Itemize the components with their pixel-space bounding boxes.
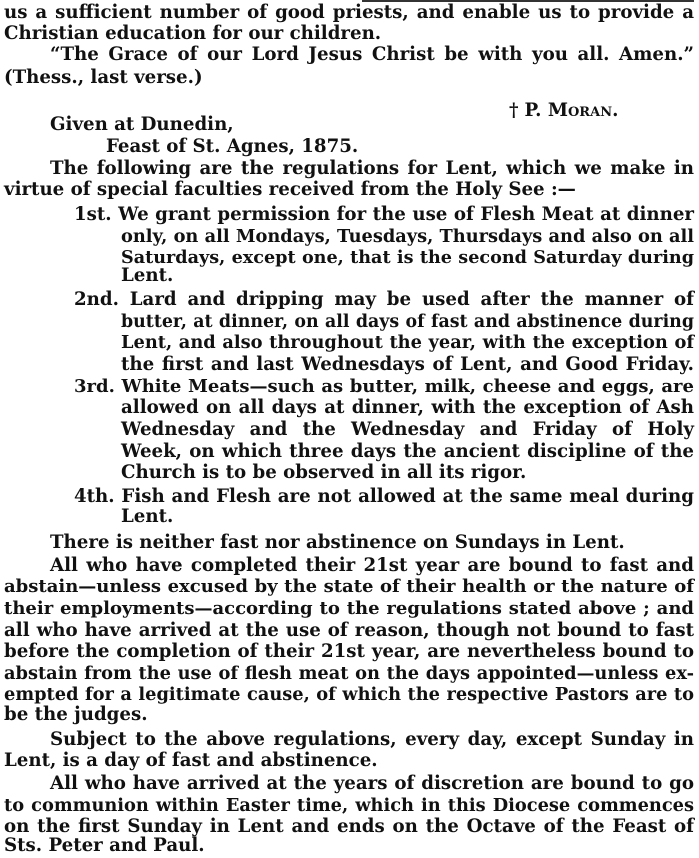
text-line: The following are the regulations for Lent, which we make in	[50, 158, 694, 179]
dateline-place: Given at Dunedin,	[50, 114, 234, 135]
scripture-reference: (Thess., last verse.)	[4, 67, 203, 88]
regulation-2: 2nd. Lard and dripping may be used after the manner of	[74, 289, 694, 310]
text-line: Lent, is a day of fast and abstinence.	[4, 750, 378, 771]
regulation-1: 1st. We grant permission for the use of Flesh Meat at dinner	[74, 204, 694, 225]
text-line: Lent.	[121, 265, 174, 286]
text-line: Sts. Peter and Paul.	[4, 835, 205, 856]
text-line: us a sufficient number of good priests, and enable us to provide a	[4, 2, 694, 23]
text-line: only, on all Mondays, Tuesdays, Thursdays and also on all	[121, 226, 694, 247]
text-line: on the first Sunday in Lent and ends on the Octave of the Feast of	[4, 816, 694, 837]
text-line: virtue of special faculties received from the Holy See :—	[4, 179, 576, 200]
text-line: be the judges.	[4, 704, 148, 725]
text-line: the first and last Wednesdays of Lent, and Good Friday.	[121, 354, 694, 375]
newspaper-column	[4, 0, 694, 858]
text-line: allowed on all days at dinner, with the exception of Ash	[121, 397, 694, 418]
text-line: their employments—according to the regulations stated above ; and	[4, 598, 694, 619]
text-line: Wednesday and the Wednesday and Friday of Holy	[121, 419, 694, 440]
signature-name: P. Moran.	[524, 100, 619, 121]
signature	[509, 101, 618, 121]
text-line: All who have completed their 21st year are bound to fast and	[50, 555, 694, 576]
text-line: Christian education for our children.	[4, 23, 382, 44]
dateline-date: Feast of St. Agnes, 1875.	[106, 136, 359, 157]
text-line: Lent, and also throughout the year, with the exception of	[121, 332, 694, 353]
text-line: all who have arrived at the use of reason, though not bound to fast	[4, 620, 694, 641]
text-line: All who have arrived at the years of discretion are bound to go	[50, 773, 694, 794]
text-line: Week, on which three days the ancient discipline of the	[121, 441, 694, 462]
text-line: butter, at dinner, on all days of fast and abstinence during	[121, 312, 694, 332]
text-line: Lent.	[121, 506, 174, 527]
cross-icon: †	[509, 100, 519, 121]
text-line: abstain from the use of flesh meat on the days appointed—unless ex-	[4, 663, 694, 684]
text-line: Saturdays, except one, that is the second Saturday during	[121, 247, 694, 268]
text-line: There is neither fast nor abstinence on Sundays in Lent.	[50, 532, 625, 553]
text-line: before the completion of their 21st year, are nevertheless bound to	[4, 641, 694, 662]
text-line: Church is to be observed in all its rigor.	[121, 462, 527, 483]
regulation-4: 4th. Fish and Flesh are not allowed at the same meal during	[74, 486, 694, 507]
closing-blessing: “The Grace of our Lord Jesus Christ be with you all. Amen.”	[50, 44, 694, 65]
regulation-3: 3rd. White Meats—such as butter, milk, cheese and eggs, are	[74, 376, 694, 397]
text-line: empted for a legitimate cause, of which the respective Pastors are to	[4, 684, 694, 705]
text-line: Subject to the above regulations, every day, except Sunday in	[50, 729, 694, 750]
text-line: abstain—unless excused by the state of their health or the nature of	[4, 576, 694, 597]
text-line: to communion within Easter time, which in this Diocese commences	[4, 795, 694, 816]
